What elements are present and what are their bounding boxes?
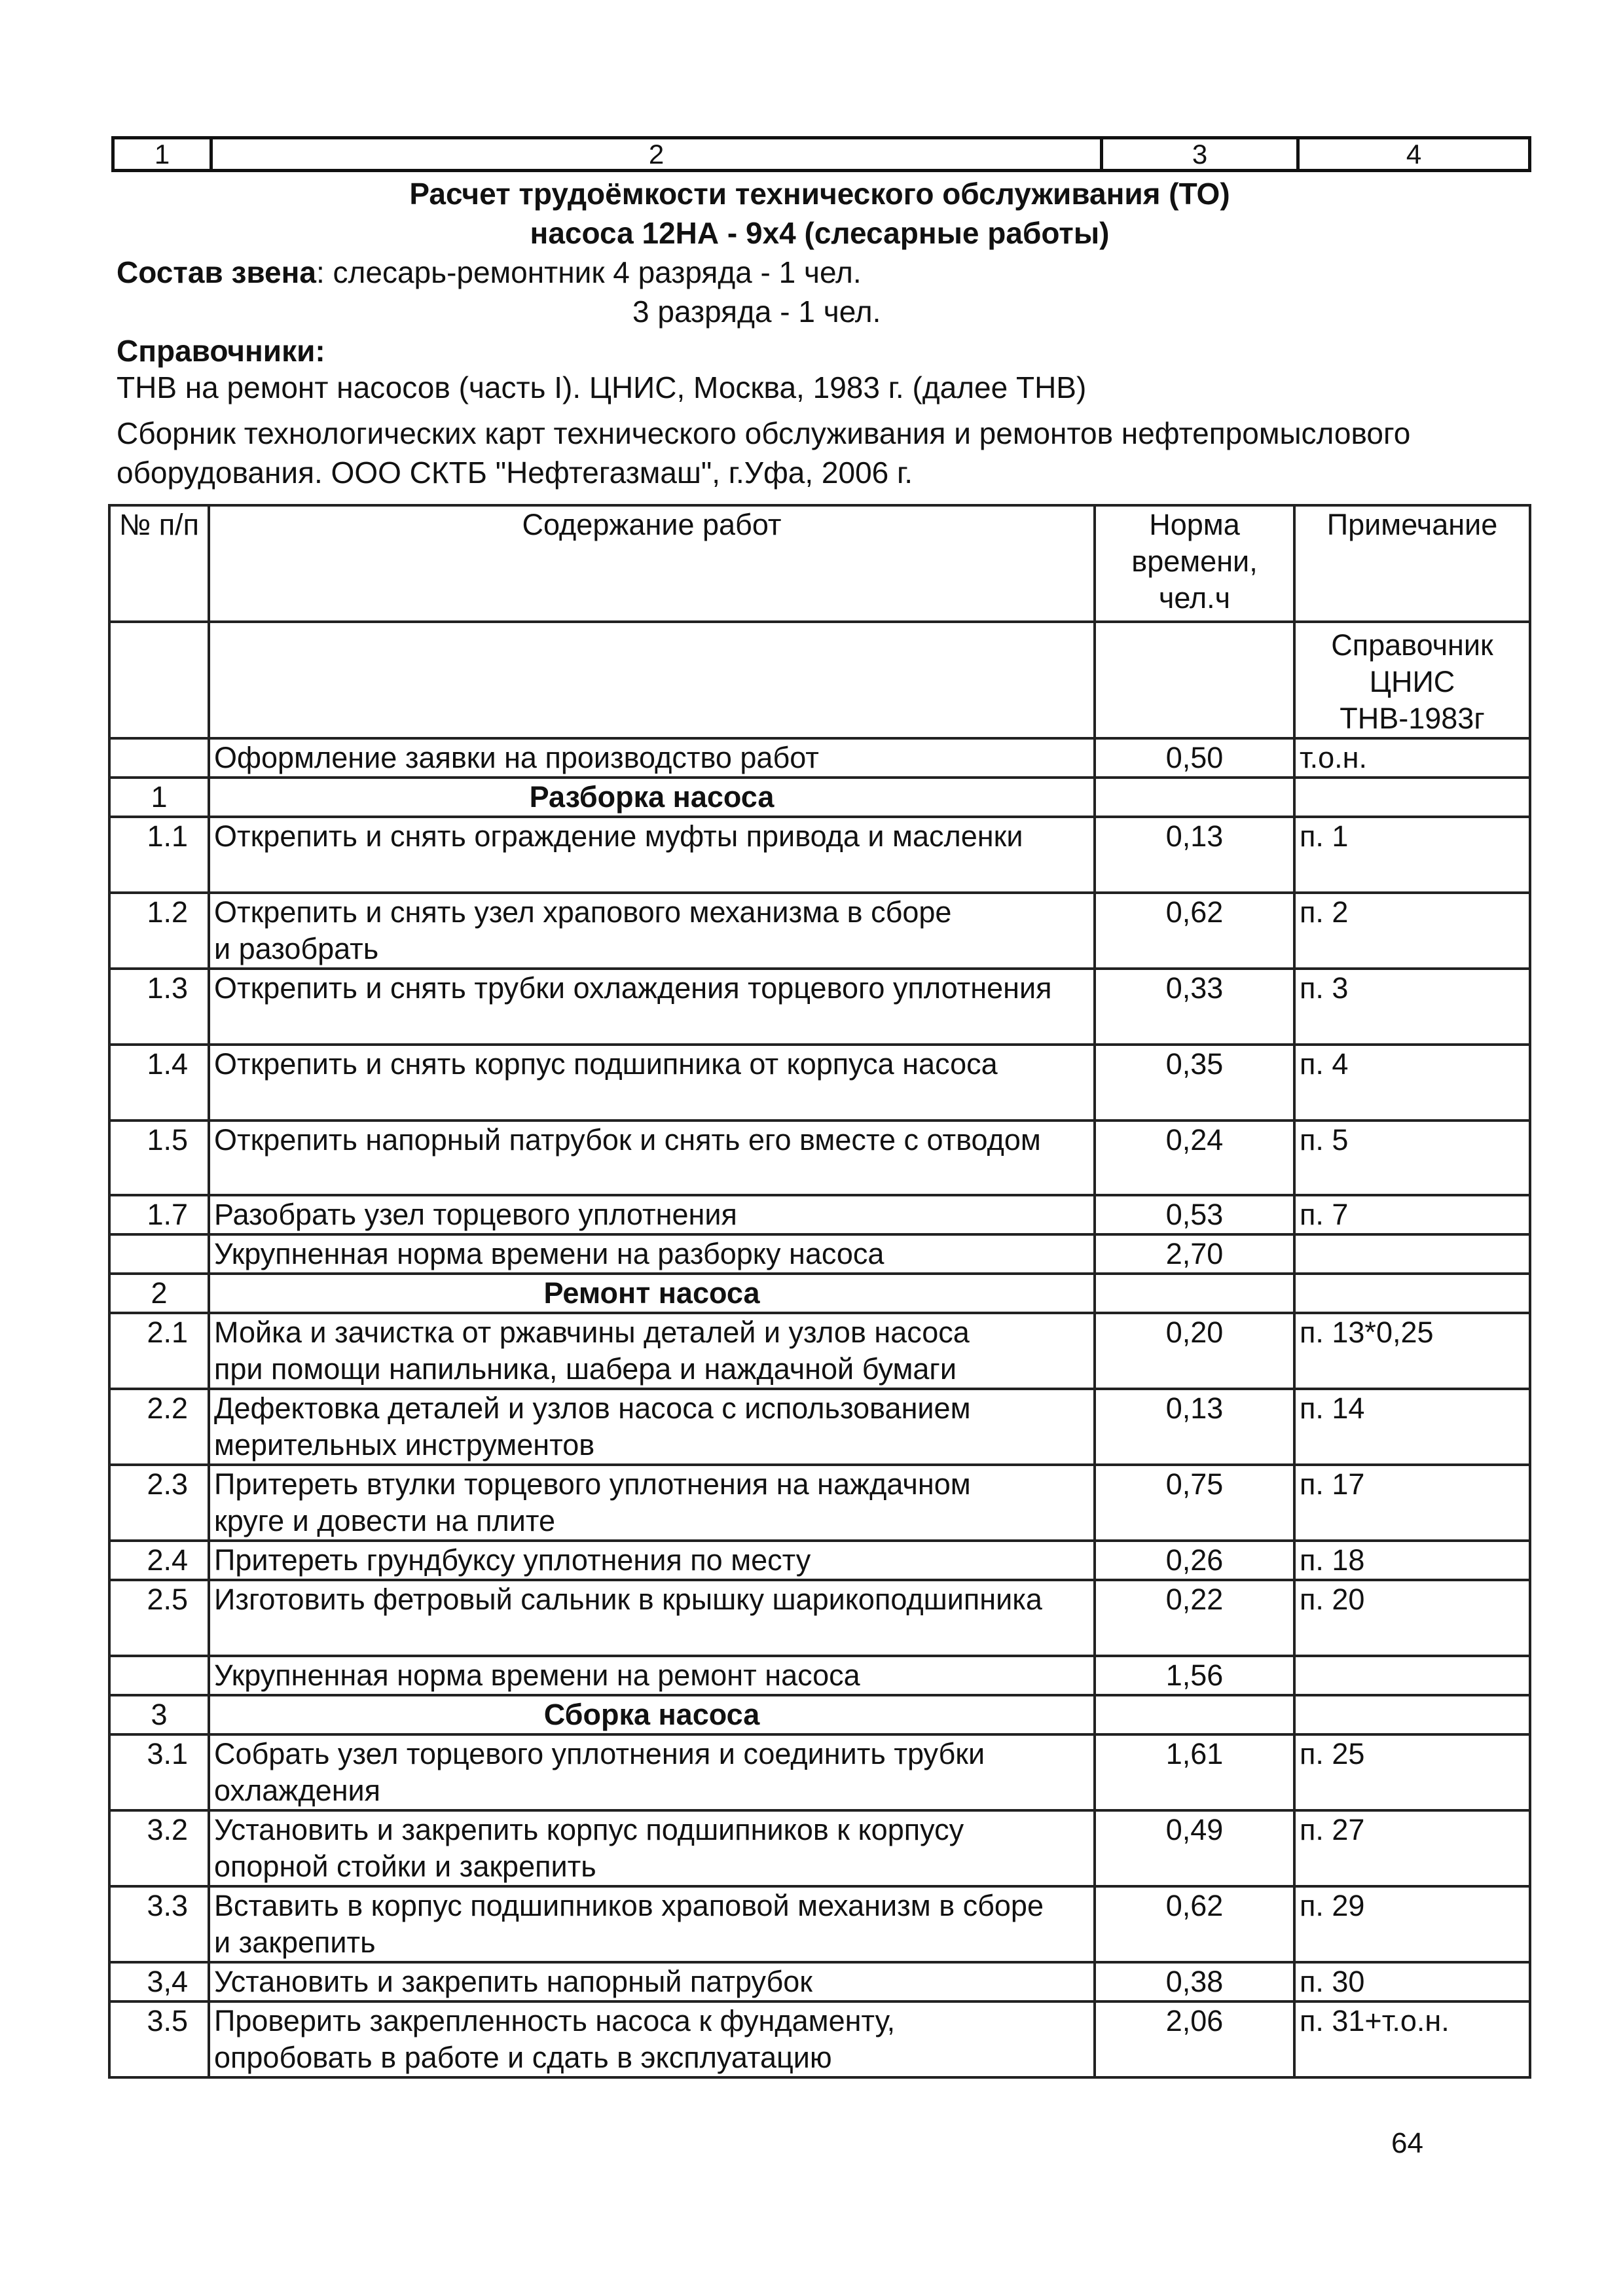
row-content (209, 817, 1095, 893)
table-row (109, 738, 1530, 778)
row-content (209, 893, 1095, 969)
row-content (209, 1195, 1095, 1234)
row-content-line-1: Собрать узел торцевого уплотнения и соединить трубки (214, 1737, 985, 1770)
row-norm (1095, 778, 1294, 817)
row-num (109, 738, 209, 778)
row-note: п. 17 (1294, 1465, 1530, 1541)
row-content-line-1: Изготовить фетровый сальник в крышку шарикоподшипника (214, 1583, 1042, 1616)
table-row (109, 1656, 1530, 1695)
row-note: п. 3 (1294, 969, 1530, 1045)
row-num: 2 (109, 1274, 209, 1313)
row-num: 2.1 (109, 1313, 209, 1389)
row-content-line-1: Ремонт насоса (543, 1276, 760, 1310)
table-row (109, 2001, 1530, 2077)
table-row (109, 1465, 1530, 1541)
row-content (209, 1121, 1095, 1195)
row-norm: 0,38 (1095, 1962, 1294, 2001)
row-content-line-2: опорной стойки и закрепить (214, 1850, 596, 1883)
row-norm: 0,13 (1095, 1389, 1294, 1465)
row-note: п. 31+т.о.н. (1294, 2001, 1530, 2077)
row-content-line-2: при помощи напильника, шабера и наждачной бумаги (214, 1352, 957, 1386)
table-row (109, 817, 1530, 893)
row-content (209, 1274, 1095, 1313)
table-row (109, 1274, 1530, 1313)
row-content-line-1: Притереть втулки торцевого уплотнения на наждачном (214, 1467, 971, 1501)
row-content-line-2: мерительных инструментов (214, 1428, 595, 1462)
table-row (109, 1541, 1530, 1580)
row-content-line-1: Открепить напорный патрубок и снять его вместе с отводом (214, 1123, 1041, 1157)
row-content-line-1: Открепить и снять ограждение муфты привода и масленки (214, 819, 1023, 853)
row-note (1294, 1274, 1530, 1313)
row-norm (1095, 1695, 1294, 1734)
row-content-line-1: Открепить и снять узел храпового механизма в сборе (214, 895, 952, 929)
row-note (1294, 1695, 1530, 1734)
row-content (209, 1695, 1095, 1734)
row-content (209, 1045, 1095, 1121)
table-body (109, 505, 1530, 2077)
crew-line-1: : слесарь-ремонтник 4 разряда - 1 чел. (316, 255, 862, 289)
row-content (209, 1465, 1095, 1541)
reference-1: ТНВ на ремонт насосов (часть I). ЦНИС, Москва, 1983 г. (далее ТНВ) (117, 370, 1087, 404)
labor-intensity-table (108, 504, 1531, 2079)
row-note (1294, 1656, 1530, 1695)
row-num: 2.2 (109, 1389, 209, 1465)
source-num-cell (109, 622, 209, 738)
row-content-line-1: Мойка и зачистка от ржавчины деталей и узлов насоса (214, 1316, 970, 1349)
row-content (209, 738, 1095, 778)
row-content-line-1: Проверить закрепленность насоса к фундаменту, (214, 2004, 896, 2037)
row-num: 3.3 (109, 1886, 209, 1962)
row-num: 2.3 (109, 1465, 209, 1541)
row-content (209, 1810, 1095, 1886)
row-norm: 0,26 (1095, 1541, 1294, 1580)
row-norm: 0,35 (1095, 1045, 1294, 1121)
table-row (109, 1962, 1530, 2001)
row-note: п. 29 (1294, 1886, 1530, 1962)
table-row (109, 1695, 1530, 1734)
table-row (109, 1234, 1530, 1274)
header-row (109, 505, 1530, 622)
row-content-line-1: Дефектовка деталей и узлов насоса с использованием (214, 1391, 971, 1425)
source-line-2: ЦНИС (1369, 665, 1455, 698)
row-norm: 0,49 (1095, 1810, 1294, 1886)
row-content-line-1: Укрупненная норма времени на разборку насоса (214, 1237, 884, 1270)
row-content (209, 1962, 1095, 2001)
table-row (109, 969, 1530, 1045)
column-number-strip (111, 136, 1531, 172)
row-num: 2.5 (109, 1580, 209, 1656)
row-num: 3 (109, 1695, 209, 1734)
row-content (209, 778, 1095, 817)
reference-2-line-1: Сборник технологических карт технического обслуживания и ремонтов нефтепромыслового (117, 416, 1411, 450)
row-num: 1.3 (109, 969, 209, 1045)
header-norm-line-3: чел.ч (1158, 581, 1231, 615)
row-num: 1 (109, 778, 209, 817)
column-number-2: 2 (211, 138, 1102, 171)
row-num: 1.2 (109, 893, 209, 969)
row-num (109, 1234, 209, 1274)
row-content (209, 1734, 1095, 1810)
row-content-line-1: Открепить и снять трубки охлаждения торцевого уплотнения (214, 971, 1052, 1005)
header-norm (1095, 505, 1294, 622)
row-note: п. 20 (1294, 1580, 1530, 1656)
header-num: № п/п (109, 505, 209, 622)
row-content-line-1: Разобрать узел торцевого уплотнения (214, 1198, 737, 1231)
column-number-3: 3 (1102, 138, 1298, 171)
row-content (209, 1313, 1095, 1389)
page-number: 64 (1391, 2127, 1423, 2159)
table-row (109, 1389, 1530, 1465)
row-note: п. 5 (1294, 1121, 1530, 1195)
row-content-line-1: Укрупненная норма времени на ремонт насоса (214, 1659, 860, 1692)
row-content-line-1: Оформление заявки на производство работ (214, 741, 819, 774)
row-content-line-1: Установить и закрепить напорный патрубок (214, 1965, 812, 1998)
table-row (109, 1810, 1530, 1886)
row-content (209, 1580, 1095, 1656)
title-line-1: Расчет трудоёмкости технического обслуживания (ТО) (409, 177, 1230, 211)
row-norm: 0,50 (1095, 738, 1294, 778)
table-row (109, 1121, 1530, 1195)
table-row (109, 1886, 1530, 1962)
row-content (209, 969, 1095, 1045)
source-line-3: ТНВ-1983г (1340, 702, 1485, 735)
row-content (209, 1541, 1095, 1580)
row-norm: 2,06 (1095, 2001, 1294, 2077)
row-content (209, 1656, 1095, 1695)
row-num: 2.4 (109, 1541, 209, 1580)
row-norm: 2,70 (1095, 1234, 1294, 1274)
row-norm (1095, 1274, 1294, 1313)
references-label: Справочники: (117, 334, 325, 368)
row-num: 1.1 (109, 817, 209, 893)
table-row (109, 1045, 1530, 1121)
row-note: п. 25 (1294, 1734, 1530, 1810)
row-content (209, 2001, 1095, 2077)
row-note: п. 2 (1294, 893, 1530, 969)
source-content-cell (209, 622, 1095, 738)
header-norm-line-2: времени, (1131, 545, 1258, 578)
row-norm: 0,13 (1095, 817, 1294, 893)
row-content (209, 1886, 1095, 1962)
row-content-line-1: Сборка насоса (543, 1698, 760, 1731)
row-note: п. 14 (1294, 1389, 1530, 1465)
row-norm: 0,75 (1095, 1465, 1294, 1541)
row-num: 3.5 (109, 2001, 209, 2077)
row-num: 1.4 (109, 1045, 209, 1121)
source-norm-cell (1095, 622, 1294, 738)
header-norm-line-1: Норма (1149, 508, 1240, 541)
header-note: Примечание (1294, 505, 1530, 622)
row-norm: 0,62 (1095, 893, 1294, 969)
row-norm: 0,62 (1095, 1886, 1294, 1962)
row-note: п. 13*0,25 (1294, 1313, 1530, 1389)
row-note: п. 1 (1294, 817, 1530, 893)
title-line-2: насоса 12НА - 9х4 (слесарные работы) (530, 216, 1110, 250)
row-note (1294, 1234, 1530, 1274)
reference-2-line-2: оборудования. ООО СКТБ "Нефтегазмаш", г.Уфа, 2006 г. (117, 456, 913, 490)
row-content-line-1: Разборка насоса (529, 780, 775, 814)
row-content-line-1: Открепить и снять корпус подшипника от корпуса насоса (214, 1047, 998, 1081)
row-note: п. 30 (1294, 1962, 1530, 2001)
row-content-line-2: опробовать в работе и сдать в эксплуатацию (214, 2041, 832, 2074)
row-num: 3.1 (109, 1734, 209, 1810)
column-number-1: 1 (113, 138, 211, 171)
table-row (109, 1580, 1530, 1656)
row-note: т.о.н. (1294, 738, 1530, 778)
row-norm: 0,33 (1095, 969, 1294, 1045)
header-content: Содержание работ (209, 505, 1095, 622)
row-note: п. 18 (1294, 1541, 1530, 1580)
row-content (209, 1234, 1095, 1274)
source-note (1294, 622, 1530, 738)
row-norm: 1,61 (1095, 1734, 1294, 1810)
row-note (1294, 778, 1530, 817)
table-row (109, 1195, 1530, 1234)
row-content-line-1: Притереть грундбуксу уплотнения по месту (214, 1543, 811, 1577)
table-row (109, 778, 1530, 817)
row-norm: 0,22 (1095, 1580, 1294, 1656)
crew-label: Состав звена (117, 255, 316, 289)
row-content-line-2: охлаждения (214, 1774, 381, 1807)
source-row (109, 622, 1530, 738)
table-row (109, 1313, 1530, 1389)
row-num: 1.7 (109, 1195, 209, 1234)
crew-line-2: 3 разряда - 1 чел. (632, 295, 881, 329)
row-num: 1.5 (109, 1121, 209, 1195)
crew-composition (117, 253, 862, 292)
row-num: 3.2 (109, 1810, 209, 1886)
row-content-line-2: круге и довести на плите (214, 1504, 556, 1537)
row-content-line-2: и разобрать (214, 932, 379, 965)
row-num: 3,4 (109, 1962, 209, 2001)
row-content-line-1: Установить и закрепить корпус подшипников к корпусу (214, 1813, 964, 1846)
row-content-line-1: Вставить в корпус подшипников храповой механизм в сборе (214, 1889, 1044, 1922)
row-note: п. 27 (1294, 1810, 1530, 1886)
row-norm: 0,24 (1095, 1121, 1294, 1195)
source-line-1: Справочник (1331, 628, 1493, 662)
row-content-line-2: и закрепить (214, 1926, 376, 1959)
row-note: п. 4 (1294, 1045, 1530, 1121)
row-norm: 1,56 (1095, 1656, 1294, 1695)
row-norm: 0,53 (1095, 1195, 1294, 1234)
row-content (209, 1389, 1095, 1465)
row-norm: 0,20 (1095, 1313, 1294, 1389)
column-number-4: 4 (1298, 138, 1530, 171)
row-note: п. 7 (1294, 1195, 1530, 1234)
table-row (109, 893, 1530, 969)
table-row (109, 1734, 1530, 1810)
row-num (109, 1656, 209, 1695)
